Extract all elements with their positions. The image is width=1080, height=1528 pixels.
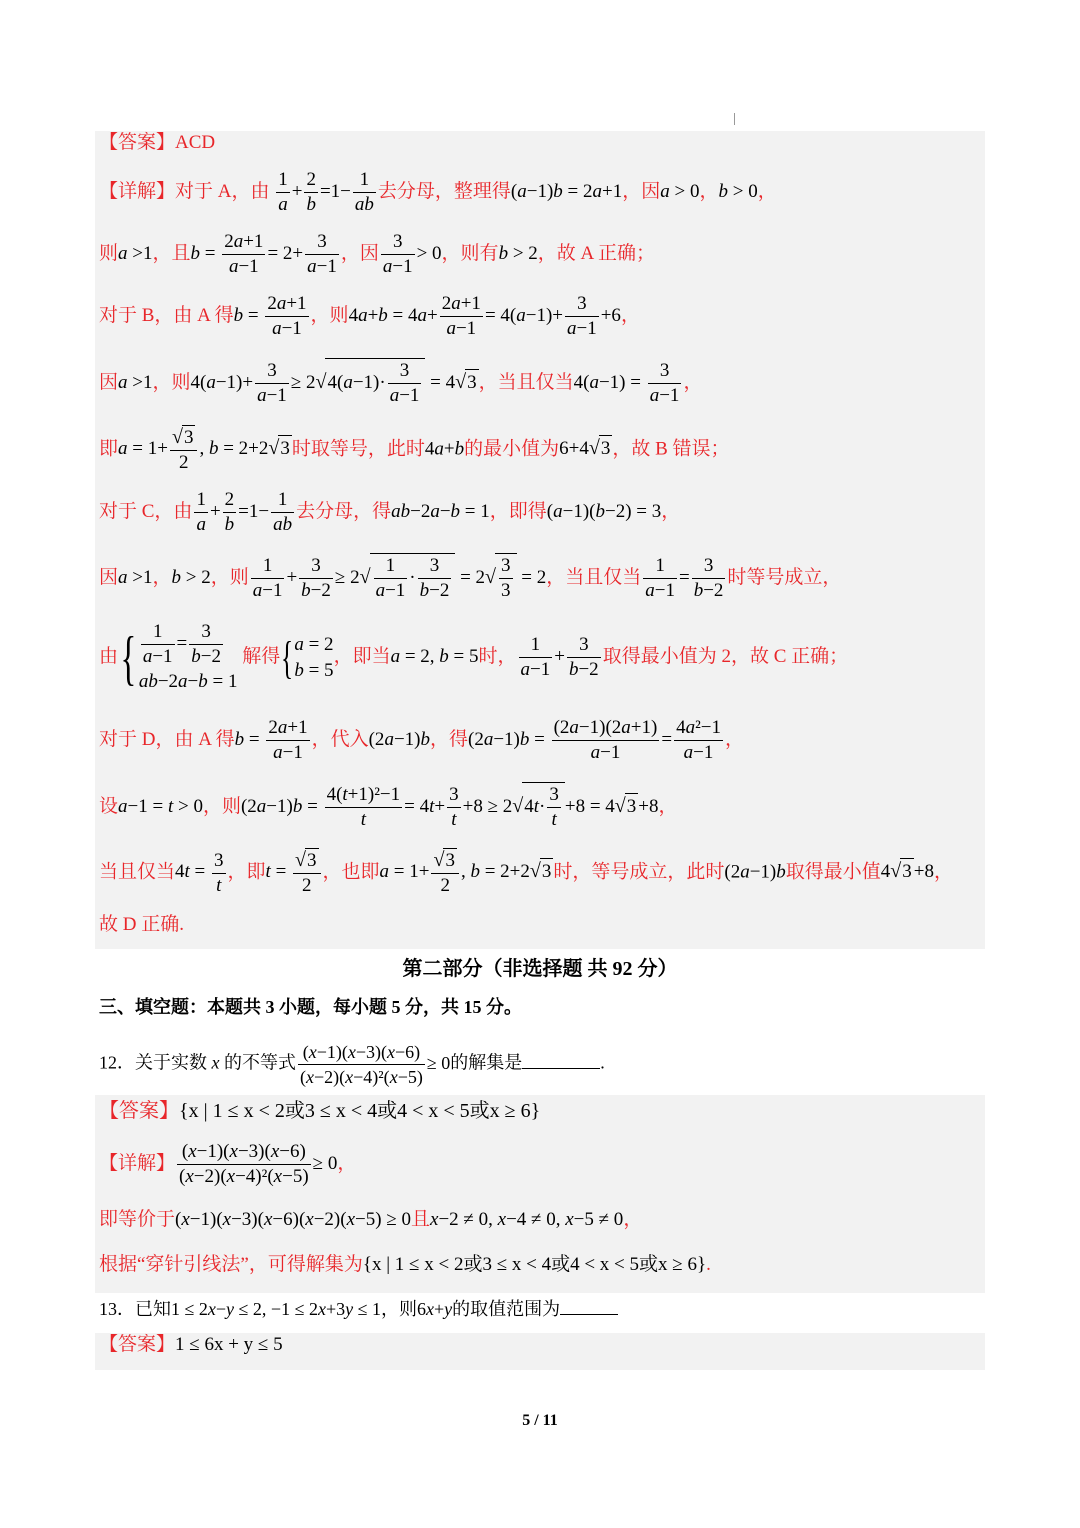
detail-line-c1: 对于 C，由 $\frac{1}{a}$ + $\frac{2}{b}$ =1− $\frac{1}{ab}$ 去分母，得ab−2a−b = 1，即得(a−1)(b−2) = 3， [99,489,681,535]
formula: 1 ≤ 2x−y ≤ 2, −1 ≤ 2x+3y ≤ 1 [171,1299,382,1319]
formula: (a−1)(b−2) = 3 [546,500,662,522]
formula: 4t = $\frac{3}{t}$ [175,849,224,896]
answer-value: 1 ≤ 6x + y ≤ 5 [175,1334,283,1355]
formula: 6+4√3 [559,438,612,459]
formula: $\frac{1}{a-1}$ = $\frac{3}{b-2}$ [645,555,724,601]
text: 的取值范围为 [452,1299,561,1319]
answer-line-q13 [99,1332,283,1358]
detail-label: 【详解】 [99,180,176,202]
answer-line-q12 [99,1098,540,1124]
detail-line-a2 [99,230,655,279]
answer-label: 【答案】 [99,1100,179,1122]
formula: a = 2, b = 5 [390,645,479,667]
detail-line-c3 [99,620,848,695]
detail-line-d4 [99,912,184,938]
text: ，得 [429,728,468,750]
formula: $\frac{(x-1)(x-3)(x-6)}{\text{(x−2)(x−4)²(x−5)}}$ ≥ 0 [300,1042,451,1087]
text: 即 [99,438,119,460]
formula: { $\frac{1}{a-1}$ = $\frac{3}{b-2}$ ab−2a−b = 1 [120,621,238,692]
text: 时等号成立， [727,566,842,588]
formula: (2a−1)b = $\frac{\text{4(t+1)²−1}}{t}$ = 4t+ $\frac{3}{t}$ +8 ≥ 2√4t· $\frac{3}{t}$ +8 = 4√3 +8 [240,784,659,830]
formula: a−1 = t > 0 [118,795,203,817]
text: 因 [99,371,119,393]
part2-heading: 第二部分（非选择题 共 92 分） [402,958,678,980]
text: 去分母，整理得 [377,180,511,202]
text: 则 [99,242,119,264]
formula: b > 0 [718,180,758,202]
detail-line-d3: 当且仅当4t = $\frac{3}{t}$ ，即t = $\frac{√3}{2}$ ，也即a = 1+ $\frac{√3}{2}$ , b = 2+2√3 时，等号成立，此时(2a−1)b取得最小值4√3 +8， [99,849,953,896]
formula: (2a−1)b [368,728,430,750]
question-13 [99,1296,618,1322]
text: ，当且仅当 [478,371,574,393]
text: ，代入 [311,728,369,750]
answer-value: ACD [175,132,216,153]
formula: 4√3 +8 [881,861,934,882]
formula: {x | 1 ≤ x < 2或3 ≤ x < 4或4 < x < 5或x ≥ 6} [362,1254,707,1275]
answer-blank [522,1050,600,1069]
text: 设 [99,795,119,817]
formula: $\frac{3}{a-1}$ > 0 [382,231,442,277]
text: ，且 [152,242,191,264]
detail-line-b1: 对于 B，由 A 得b = $\frac{2a+1}{a-1}$ ，则4a+b = 4a+ $\frac{2a+1}{a-1}$ = 4(a−1)+ $\frac{3}{a-1}$ +6， [99,293,640,339]
formula: a >1 [118,371,153,393]
text: 时，等号成立，此时 [553,861,725,883]
detail-line-q12c [99,1252,711,1278]
detail-line-b2: 因a >1，则4(a−1)+ $\frac{3}{a-1}$ ≥ 2√4(a−1)· $\frac{3}{a-1}$ = 4√3 ，当且仅当4(a−1) = $\frac{3}{a-1}$ ， [99,360,703,406]
formula: a = 1+ $\frac{√3}{2}$ , b = 2+2√3 [118,426,290,473]
answer-label: 【答案】 [99,132,176,153]
detail-label: 【详解】 [99,1152,176,1174]
page-number: 5 / 11 [522,1412,558,1429]
formula: b = $\frac{2a+1}{a-1}$ [234,717,308,763]
formula: { a = 2 b = 5 [281,631,334,683]
question-12: 12．关于实数 x 的不等式 $\frac{(x-1)(x-3)(x-6)}{\text{(x−2)(x−4)²(x−5)}}$ ≥ 0的解集是 . [99,1042,605,1087]
text: 当且仅当 [99,861,176,883]
text: 对于 A，由 [175,180,270,202]
text: 即等价于 [99,1209,176,1230]
formula: a > 0 [660,180,700,202]
formula: 4a+b = 4a+ $\frac{2a+1}{a-1}$ = 4(a−1)+ $\frac{3}{a-1}$ +6 [348,293,621,339]
text: 根据“穿针引线法”，可得解集为 [99,1254,363,1275]
text: ，也即 [322,861,380,883]
answer-value: {x | 1 ≤ x < 2或3 ≤ x < 4或4 < x < 5或x ≥ 6} [179,1100,541,1122]
formula: a >1 [118,242,153,264]
text: 对于 B，由 A 得 [99,304,234,326]
text: ，因 [340,242,379,264]
text: . [600,1052,605,1073]
text: ，则 [210,566,249,588]
formula: 6x+y [417,1299,453,1319]
formula: $\frac{1}{a-1}$ + $\frac{3}{b-2}$ ≥ 2√ $\frac{1}{a-1}$ · $\frac{3}{b-2}$ = 2√ $\frac{3}{3}$ = 2 [252,555,547,601]
text: 取得最小值 [785,861,881,883]
formula: (a−1)b = 2a+1 [510,180,623,202]
formula: (2a−1)b = $\frac{(2a-1)(2a+1)}{a-1}$ = $\frac{\text{4a²−1}}{a-1}$ [468,717,721,763]
detail-line-a1: 【详解】对于 A，由 $\frac{1}{a}$ + $\frac{2}{b}$ =1− $\frac{1}{ab}$ 去分母，整理得(a−1)b = 2a+1，因a > 0，b > 0， [99,169,777,215]
detail-line-d2: 设a−1 = t > 0，则(2a−1)b = $\frac{\text{4(t+1)²−1}}{t}$ = 4t+ $\frac{3}{t}$ +8 ≥ 2√4t· $\frac{3}{t}$ +8 = 4√3 +8， [99,784,678,830]
text: ，则有 [441,242,499,264]
formula: b > 2 [498,242,538,264]
formula: (2a−1)b [724,861,786,883]
text: 13．已知 [99,1299,171,1319]
text: ，当且仅当 [546,566,642,588]
text: ，即得 [489,500,547,522]
text: ，即当 [333,645,391,667]
formula: 4(a−1) = $\frac{3}{a-1}$ [573,360,680,406]
answer-blank [560,1296,618,1315]
text: 由 [99,645,119,667]
text: 去分母，得 [296,500,392,522]
text: . [706,1254,711,1275]
text: 对于 D，由 A 得 [99,728,235,750]
text: 且 [411,1209,431,1230]
text: 的解集是 [450,1052,523,1073]
formula: b = $\frac{2a+1}{a-1}$ = 2+ $\frac{3}{a-1}$ [190,231,337,277]
formula: a = 1+ $\frac{√3}{2}$ , b = 2+2√3 [379,849,552,896]
detail-line-d1: 对于 D，由 A 得b = $\frac{2a+1}{a-1}$ ，代入(2a−1)b，得(2a−1)b = $\frac{(2a-1)(2a+1)}{a-1}$ = $\frac{\text{4a²−1}}{a-1}$ ， [99,717,744,763]
section3-title: 三、填空题：本题共 3 小题，每小题 5 分，共 15 分。 [99,997,522,1017]
formula: t = $\frac{√3}{2}$ [266,861,323,882]
text: 解得 [242,645,281,667]
formula: a >1 [118,566,153,588]
detail-line-q12b: 即等价于(x−1)(x−3)(x−6)(x−2)(x−5) ≥ 0且x−2 ≠ 0, x−4 ≠ 0, x−5 ≠ 0， [99,1209,643,1230]
text: 的最小值为 [464,438,560,460]
formula: 4a+b [424,438,465,460]
formula: $\frac{(x-1)(x-3)(x-6)}{\text{(x−2)(x−4)²(x−5)}}$ ≥ 0 [179,1141,338,1187]
detail-line-q12a: 【详解】 $\frac{(x-1)(x-3)(x-6)}{\text{(x−2)(x−4)²(x−5)}}$ ≥ 0， [99,1141,357,1187]
text: 时， [478,645,517,667]
text: ，则 [152,371,191,393]
text: 故 D 正确. [99,914,184,935]
answer-label: 【答案】 [99,1334,176,1355]
text: 12．关于实数 [99,1052,207,1073]
text: 时取等号，此时 [291,438,425,460]
answer-line-q11 [99,130,215,156]
text: ，则 [381,1299,418,1319]
detail-line-b3 [99,425,730,475]
formula: $\frac{1}{a-1}$ + $\frac{3}{b-2}$ [520,634,599,680]
text: 取得最小值为 2，故 C 正确； [602,645,849,667]
text: ，故 A 正确； [537,242,655,264]
text: ，故 B 错误； [612,438,730,460]
header-mark [734,113,735,125]
formula: $\frac{1}{a}$ + $\frac{2}{b}$ =1− $\frac{1}{ab}$ [278,169,374,215]
formula: (x−1)(x−3)(x−6)(x−2)(x−5) ≥ 0 [175,1209,412,1230]
text: 对于 C，由 [99,500,193,522]
formula: 4(a−1)+ $\frac{3}{a-1}$ ≥ 2√4(a−1)· $\frac{3}{a-1}$ = 4√3 [190,360,477,406]
formula: $\frac{1}{a}$ + $\frac{2}{b}$ =1− $\frac{1}{ab}$ [196,489,293,535]
formula: b > 2 [171,566,211,588]
detail-line-c2: 因a >1，b > 2，则 $\frac{1}{a-1}$ + $\frac{3}{b-2}$ ≥ 2√ $\frac{1}{a-1}$ · $\frac{3}{b-2}$ = 2√ $\frac{3}{3}$ = 2，当且仅当 $\frac{1}{a-1}$ = $\frac{3}{b-2}$ 时等号成立， [99,555,842,601]
text: ，则 [310,304,349,326]
text: ，即 [227,861,266,883]
text: 因 [99,566,119,588]
text: ，因 [622,180,661,202]
formula: ab−2a−b = 1 [391,500,490,522]
text: ，则 [202,795,241,817]
formula: b = $\frac{2a+1}{a-1}$ [233,293,307,339]
formula: x−2 ≠ 0, x−4 ≠ 0, x−5 ≠ 0 [430,1209,624,1230]
text: 的不等式 [224,1052,296,1073]
